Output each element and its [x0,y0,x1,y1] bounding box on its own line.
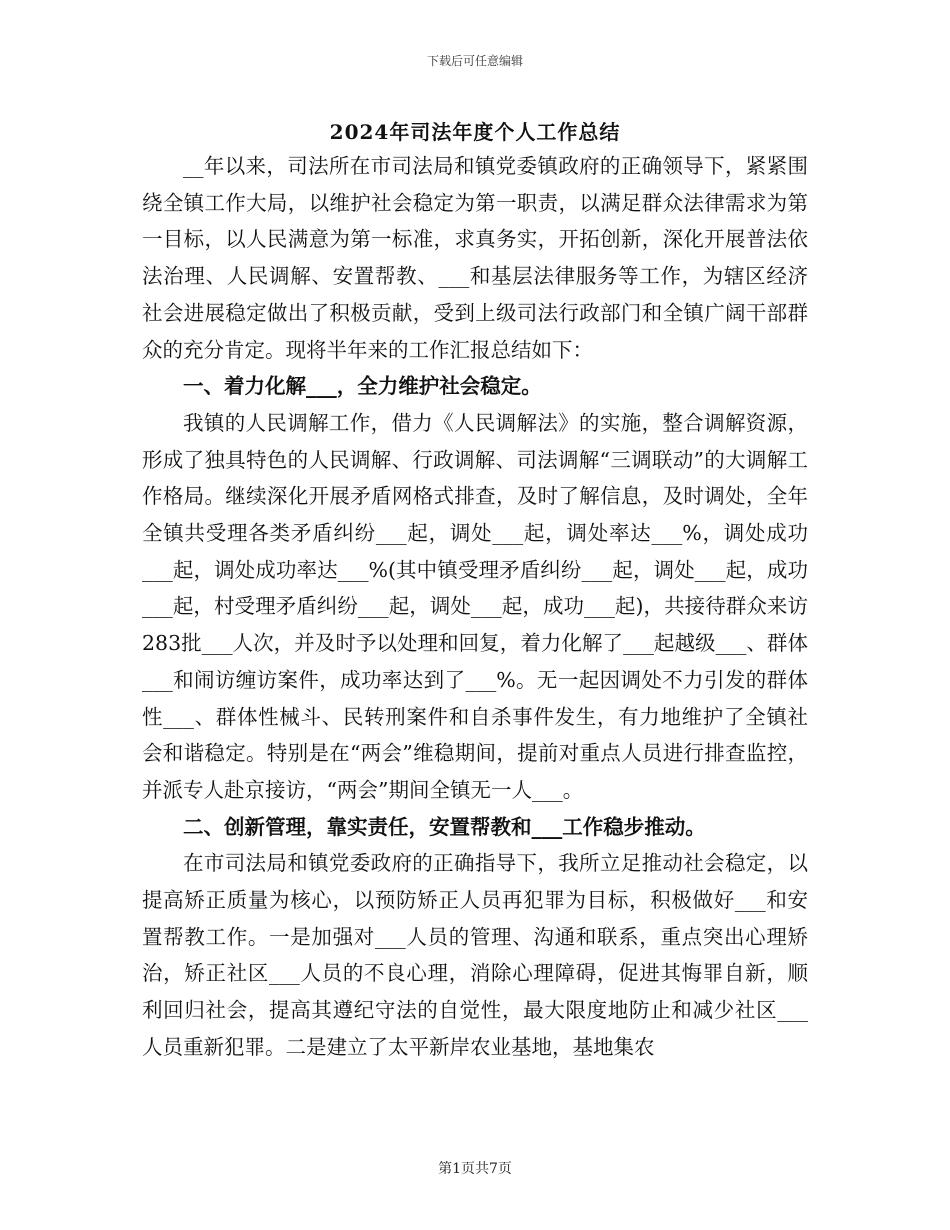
document-body [142,148,808,1066]
page-number-footer: 第1页共7页 [438,1161,512,1177]
section-heading-2: 二、创新管理，靠实责任，安置帮教和___工作稳步推动。 [183,814,706,839]
document-title: 2024年司法年度个人工作总结 [329,120,621,144]
section-heading-1: 一、着力化解___，全力维护社会稳定。 [183,374,542,399]
header-note: 下载后可任意编辑 [426,54,523,68]
section-1-paragraph: 我镇的人民调解工作，借力《人民调解法》的实施，整合调解资源，形成了独具特色的人民调解、行政调解、司法调解“三调联动”的大调解工作格局。继续深化开展矛盾网格式排查，及时了解信息，及时调处，全年全镇共受理各类矛盾纠纷___起，调处___起，调处率达___%，调处成功___起，调处成功率达___%(其中镇受理矛盾纠纷___起，调处___起，成功___起，村受理矛盾纠纷___起，调处___起，成功___起)，共接待群众来访283批___人次，并及时予以处理和回复，着力化解了___起越级___、群体___和闹访缠访案件，成功率达到了___%。无一起因调处不力引发的群体性___、群体性械斗、民转刑案件和自杀事件发生，有力地维护了全镇社会和谐稳定。特别是在“两会”维稳期间，提前对重点人员进行排查监控，并派专人赴京接访，“两会”期间全镇无一人___。 [142,410,808,802]
section-2-paragraph: 在市司法局和镇党委政府的正确指导下，我所立足推动社会稳定，以提高矫正质量为核心，以预防矫正人员再犯罪为目标，积极做好___和安置帮教工作。一是加强对___人员的管理、沟通和联系，重点突出心理矫治，矫正社区___人员的不良心理，消除心理障碍，促进其悔罪自新，顺利回归社会，提高其遵纪守法的自觉性，最大限度地防止和减少社区___人员重新犯罪。二是建立了太平新岸农业基地，基地集农 [142,851,808,1059]
intro-paragraph: __年以来，司法所在市司法局和镇党委镇政府的正确领导下，紧紧围绕全镇工作大局，以维护社会稳定为第一职责，以满足群众法律需求为第一目标，以人民满意为第一标准，求真务实，开拓创新，深化开展普法依法治理、人民调解、安置帮教、___和基层法律服务等工作，为辖区经济社会进展稳定做出了积极贡献，受到上级司法行政部门和全镇广阔干部群众的充分肯定。现将半年来的工作汇报总结如下： [142,154,808,362]
